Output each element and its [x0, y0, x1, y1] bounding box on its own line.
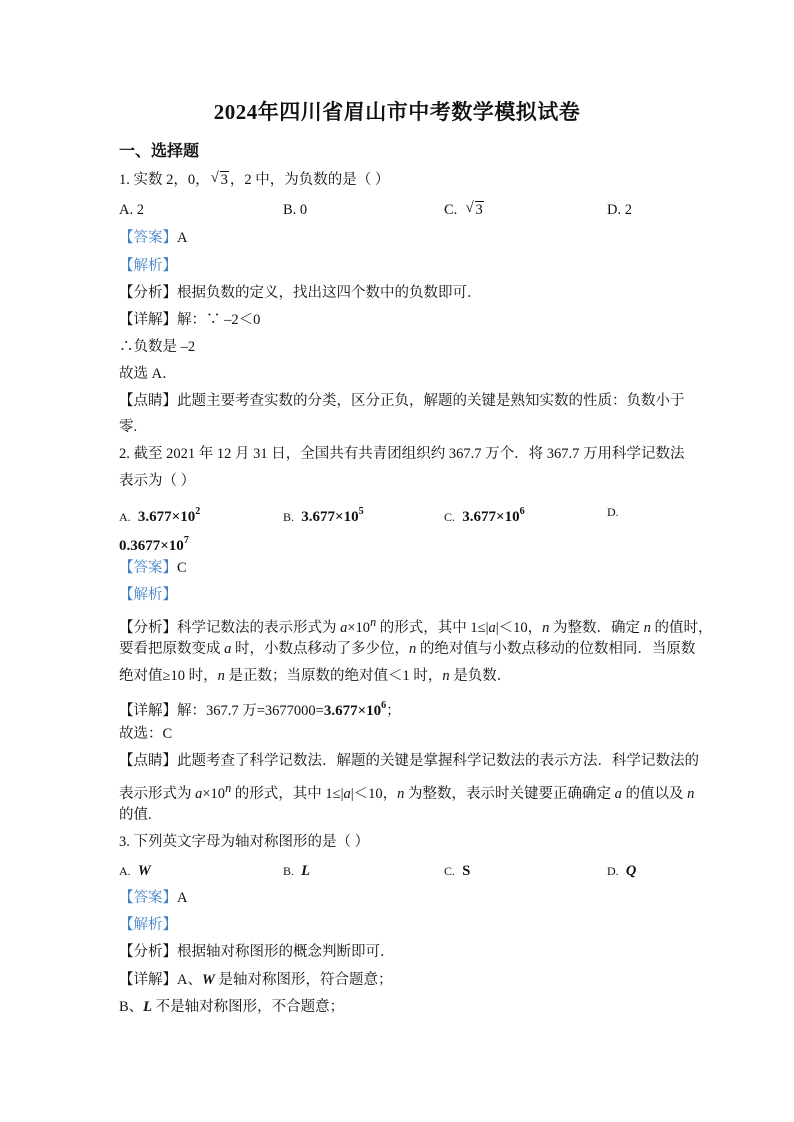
var-a: a	[343, 785, 351, 802]
dianjing-tag: 【点睛】	[119, 753, 177, 769]
q2-fenxi-seg: 的绝对值与小数点移动的位数相同．当原数	[416, 641, 696, 657]
q1-answer-value: A	[177, 230, 188, 246]
q3-jiexi	[119, 915, 177, 935]
q3-xiangjie-seg: 是轴对称图形，符合题意；	[214, 972, 393, 988]
xiangjie-tag: 【详解】	[119, 312, 177, 328]
jiexi-tag: 【解析】	[119, 587, 177, 603]
q2-dianjing-line1	[119, 751, 699, 771]
q2-stem-line1: 2. 截至 2021 年 12 月 31 日，全国共有共青团组织约 367.7 万个．将 367.7 万用科学记数法	[119, 446, 685, 462]
q2-fenxi-seg: ×10	[347, 619, 371, 636]
q2-fenxi-seg: 科学记数法的表示形式为	[177, 619, 341, 636]
q2-xiangjie-end: ；	[386, 703, 401, 719]
q2-dianjing-seg: 为整数，表示时关键要正确确定	[404, 785, 615, 802]
q2-dianjing-line2	[119, 778, 694, 804]
fenxi-tag: 【分析】	[119, 619, 177, 636]
var-n: n	[542, 619, 550, 636]
fenxi-tag: 【分析】	[119, 285, 177, 301]
q2-answer	[119, 558, 187, 578]
var-n: n	[225, 781, 232, 795]
q1-option-a: A. 2	[119, 202, 144, 218]
q2-fenxi-seg: 绝对值≥10 时，	[119, 668, 218, 684]
dianjing-tag: 【点睛】	[119, 393, 177, 409]
var-n: n	[217, 668, 225, 684]
q1-answer	[119, 228, 187, 248]
q2-dianjing-seg: 的值以及	[621, 785, 688, 802]
q3-stem: 3. 下列英文字母为轴对称图形的是（ ）	[119, 834, 370, 850]
q3-option-d	[607, 861, 636, 881]
var-a: a	[195, 785, 203, 802]
q2-fenxi-seg: 的值时，	[650, 619, 713, 636]
q3-answer	[119, 888, 187, 908]
q2-option-d-base: 0.3677×10	[119, 538, 184, 554]
q2-option-c	[444, 502, 525, 527]
q3-xiangjie	[119, 970, 393, 990]
var-n: n	[442, 668, 450, 684]
q1-option-b: B. 0	[283, 202, 308, 218]
q3-option-d-letter: Q	[625, 863, 637, 879]
var-a: a	[224, 641, 232, 657]
q1-negative-line: ∴负数是 –2	[119, 339, 196, 355]
var-n: n	[687, 785, 695, 802]
q3-xiangjie-seg: A、	[177, 972, 202, 988]
q2-option-c-label: C.	[444, 510, 456, 524]
q2-option-d-label	[607, 502, 619, 522]
q2-option-b-exp: 5	[358, 506, 364, 517]
var-n: n	[409, 641, 417, 657]
q3-option-c-label: C.	[444, 864, 456, 878]
q2-option-b	[283, 502, 364, 527]
q2-choose-line: 故选：C	[119, 726, 173, 742]
q1-xiangjie-text: 解：∵ –2＜0	[177, 312, 261, 328]
q2-fenxi-line2	[119, 639, 695, 659]
var-n: n	[397, 785, 405, 802]
q3-fenxi-text: 根据轴对称图形的概念判断即可．	[177, 944, 395, 960]
q2-option-c-exp: 6	[519, 506, 525, 517]
var-a: a	[488, 619, 496, 636]
q2-option-a-exp: 2	[195, 506, 201, 517]
q2-option-c-base: 3.677×10	[462, 509, 520, 525]
q3-option-b	[283, 861, 310, 881]
q3-option-d-label: D.	[607, 864, 619, 878]
q1-stem	[119, 170, 389, 190]
sqrt-symbol	[211, 170, 229, 190]
q2-fenxi-seg: 要看把原数变成	[119, 641, 225, 657]
q2-dianjing-seg: ×10	[202, 785, 226, 802]
q3-xiangjie-letter: W	[201, 972, 215, 988]
q1-dianjing-cont: 零.	[119, 419, 138, 435]
q2-fenxi-seg: 时，小数点移动了多少位，	[231, 641, 409, 657]
q3-answer-value: A	[177, 890, 188, 906]
q3-option-c-letter: S	[462, 863, 471, 879]
q2-dianjing-seg: 表示形式为	[119, 785, 196, 802]
q1-jiexi	[119, 256, 177, 276]
q1-option-c	[444, 200, 485, 220]
q2-jiexi	[119, 585, 177, 605]
xiangjie-tag: 【详解】	[119, 972, 177, 988]
q3-line-b-seg: B、	[119, 999, 144, 1015]
q1-option-c-label: C.	[444, 202, 458, 218]
answer-tag: 【答案】	[119, 890, 177, 906]
q2-xiangjie-exp: 6	[381, 700, 387, 711]
q1-fenxi	[119, 283, 482, 303]
q2-fenxi-seg: 为整数．确定	[549, 619, 644, 636]
q2-fenxi-line3	[119, 666, 511, 686]
jiexi-tag: 【解析】	[119, 917, 177, 933]
q2-dianjing-line3: 的值.	[119, 807, 152, 823]
q3-option-a-letter: W	[137, 863, 151, 879]
answer-tag: 【答案】	[119, 560, 177, 576]
q3-option-b-letter: L	[301, 863, 311, 879]
q2-option-b-base: 3.677×10	[301, 509, 359, 525]
var-n: n	[370, 615, 377, 629]
q2-xiangjie	[119, 696, 401, 721]
q1-stem-radicand: 3	[220, 172, 228, 188]
q2-dianjing-seg: 的形式，其中 1≤|	[231, 785, 344, 802]
q2-option-a	[119, 502, 200, 527]
q2-dianjing-text: 此题考查了科学记数法．解题的关键是掌握科学记数法的表示方法．科学记数法的	[177, 753, 699, 769]
sqrt-symbol	[466, 200, 484, 220]
q3-option-a-label: A.	[119, 864, 131, 878]
q3-line-b-letter: L	[143, 999, 153, 1015]
page-title: 2024年四川省眉山市中考数学模拟试卷	[213, 100, 581, 124]
q3-option-a	[119, 861, 151, 881]
section-heading: 一、选择题	[119, 143, 200, 160]
xiangjie-tag: 【详解】	[119, 703, 177, 719]
q2-xiangjie-text: 解：367.7 万=3677000=	[177, 703, 324, 719]
q1-option-c-radicand: 3	[475, 202, 483, 218]
q2-dianjing-seg: |＜10，	[350, 785, 398, 802]
fenxi-tag: 【分析】	[119, 944, 177, 960]
q3-line-b	[119, 997, 344, 1017]
q3-option-c	[444, 861, 470, 881]
q1-dianjing	[119, 391, 685, 411]
q2-stem-line2: 表示为（ ）	[119, 473, 196, 489]
q2-fenxi-seg: 的形式，其中 1≤|	[376, 619, 489, 636]
jiexi-tag: 【解析】	[119, 258, 177, 274]
answer-tag: 【答案】	[119, 230, 177, 246]
q2-option-d	[119, 531, 189, 556]
q1-stem-text-b: ，2 中，为负数的是（ ）	[229, 172, 390, 188]
q2-fenxi-seg: 是正数；当原数的绝对值＜1 时，	[224, 668, 443, 684]
q1-fenxi-text: 根据负数的定义，找出这四个数中的负数即可．	[177, 285, 482, 301]
var-n: n	[643, 619, 651, 636]
q2-fenxi-seg: 是负数．	[449, 668, 512, 684]
q2-fenxi-line1	[119, 612, 713, 638]
q2-option-b-label: B.	[283, 510, 295, 524]
var-a: a	[340, 619, 348, 636]
q2-option-a-base: 3.677×10	[137, 509, 196, 525]
q3-fenxi	[119, 942, 395, 962]
q1-xiangjie	[119, 310, 260, 330]
q2-fenxi-seg: |＜10，	[495, 619, 543, 636]
q2-answer-value: C	[177, 560, 187, 576]
q2-option-d-exp: 7	[183, 535, 189, 546]
q3-option-b-label: B.	[283, 864, 295, 878]
q1-stem-text-a: 1. 实数 2，0，	[119, 172, 210, 188]
q2-option-d-label-text: D.	[607, 505, 619, 519]
q3-line-b-seg: 不是轴对称图形，不合题意；	[152, 999, 345, 1015]
q1-dianjing-text: 此题主要考查实数的分类，区分正负，解题的关键是熟知实数的性质：负数小于	[177, 393, 685, 409]
var-a: a	[614, 785, 622, 802]
q2-xiangjie-base: 3.677×10	[323, 703, 382, 719]
q1-option-d: D. 2	[607, 202, 632, 218]
q2-option-a-label: A.	[119, 510, 131, 524]
q1-choose-line: 故选 A．	[119, 366, 177, 382]
